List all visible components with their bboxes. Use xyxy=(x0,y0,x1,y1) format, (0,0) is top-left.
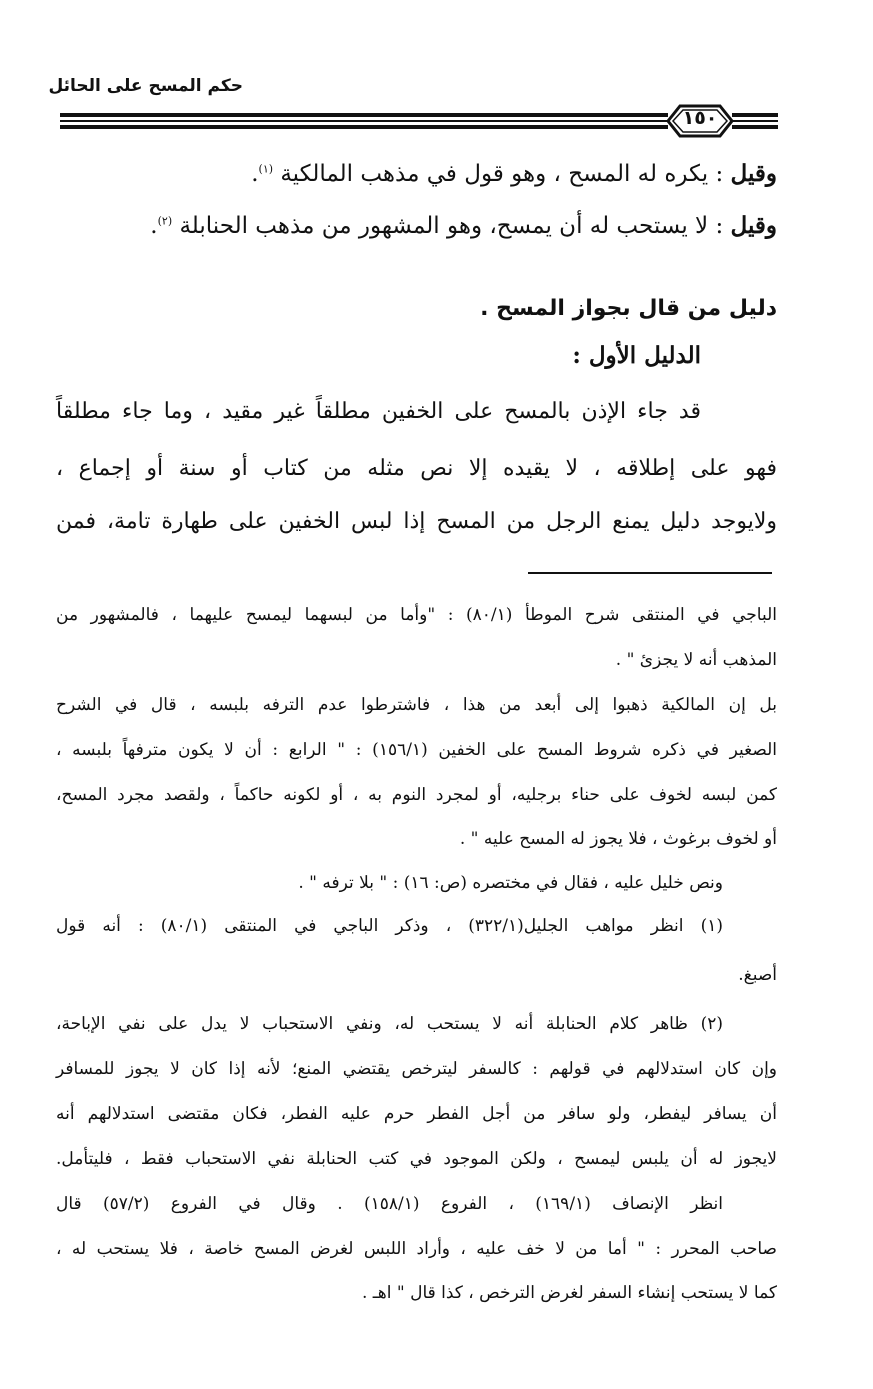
footnote-line: الصغير في ذكره شروط المسح على الخفين (١٥٦/١) : " الرابع : أن لا يكون مترفهاً بلبسه ، xyxy=(56,740,777,760)
footnote-1: (١) انظر مواهب الجليل(٣٢٢/١) ، وذكر الباجي في المنتقى (٨٠/١) : أنه قول xyxy=(56,916,723,936)
opinion-text: : يكره له المسح ، وهو قول في مذهب المالكية xyxy=(280,161,724,187)
footnote-line: المذهب أنه لا يجزئ " . xyxy=(615,650,777,670)
footnote-line: صاحب المحرر : " أما من لا خف عليه ، وأراد اللبس لغرض المسح خاصة ، فلا يستحب له ، xyxy=(56,1239,777,1259)
sub-heading: الدليل الأول : xyxy=(572,342,701,369)
opinion-line xyxy=(60,158,777,190)
header-rule-ornament xyxy=(0,98,873,146)
footnote-line: أصبغ. xyxy=(738,965,777,985)
body-line: فهو على إطلاقه ، لا يقيده إلا نص مثله من كتاب أو سنة أو إجماع ، xyxy=(56,456,777,481)
page-number: ١٥٠ xyxy=(682,107,718,129)
opinion-text: : لا يستحب له أن يمسح، وهو المشهور من مذهب الحنابلة xyxy=(179,213,724,239)
footnote-line: أو لخوف برغوث ، فلا يجوز له المسح عليه " . xyxy=(459,829,777,849)
footnote-line: بل إن المالكية ذهبوا إلى أبعد من هذا ، فاشترطوا عدم الترفه بلبسه ، قال في الشرح xyxy=(56,695,777,715)
opinion-lead: وقيل xyxy=(730,160,777,187)
footnote-separator xyxy=(528,572,772,574)
footnote-line: وإن كان استدلالهم في قولهم : كالسفر ليترخص يقتضي المنع؛ لأنه إذا كان لا يجوز للمسافر xyxy=(56,1059,777,1079)
section-heading: دليل من قال بجواز المسح . xyxy=(480,296,777,321)
body-line: قد جاء الإذن بالمسح على الخفين مطلقاً غير مقيد ، وما جاء مطلقاً xyxy=(56,399,701,424)
footnote-ref: (٢) xyxy=(157,214,173,228)
body-line: ولايوجد دليل يمنع الرجل من المسح إذا لبس الخفين على طهارة تامة، فمن xyxy=(56,509,777,534)
opinion-end: . xyxy=(251,161,259,187)
footnote-line: كمن لبسه لخوف على حناء برجليه، أو لمجرد النوم به ، أو لكونه حاكماً ، ولقصد مجرد المسح، xyxy=(56,785,777,805)
running-title: حكم المسح على الحائل xyxy=(48,76,243,96)
opinion-lead: وقيل xyxy=(730,212,777,239)
opinion-end: . xyxy=(150,213,158,239)
footnote-line: لايجوز له أن يلبس ليمسح ، ولكن الموجود في كتب الحنابلة نفي الاستحباب فقط ، فليتأمل. xyxy=(56,1149,777,1169)
opinion-line xyxy=(60,210,777,242)
footnote-ref: (١) xyxy=(258,162,274,176)
footnote-line: كما لا يستحب إنشاء السفر لغرض الترخص ، كذا قال " اهـ . xyxy=(361,1283,777,1303)
footnote-line: الباجي في المنتقى شرح الموطأ (٨٠/١) : "وأما من لبسهما ليمسح عليهما ، فالمشهور من xyxy=(56,605,777,625)
footnote-line: انظر الإنصاف (١٦٩/١) ، الفروع (١٥٨/١) . وقال في الفروع (٥٧/٢) قال xyxy=(56,1194,723,1214)
footnote-2: (٢) ظاهر كلام الحنابلة أنه لا يستحب له، ونفي الاستحباب لا يدل على نفي الإباحة، xyxy=(56,1014,723,1034)
footnote-line: أن يسافر ليفطر، ولو سافر من أجل الفطر حرم عليه الفطر، فكان مقتضى استدلالهم أنه xyxy=(56,1104,777,1124)
footnote-line: ونص خليل عليه ، فقال في مختصره (ص: ١٦) : " بلا ترفه " . xyxy=(298,873,723,893)
